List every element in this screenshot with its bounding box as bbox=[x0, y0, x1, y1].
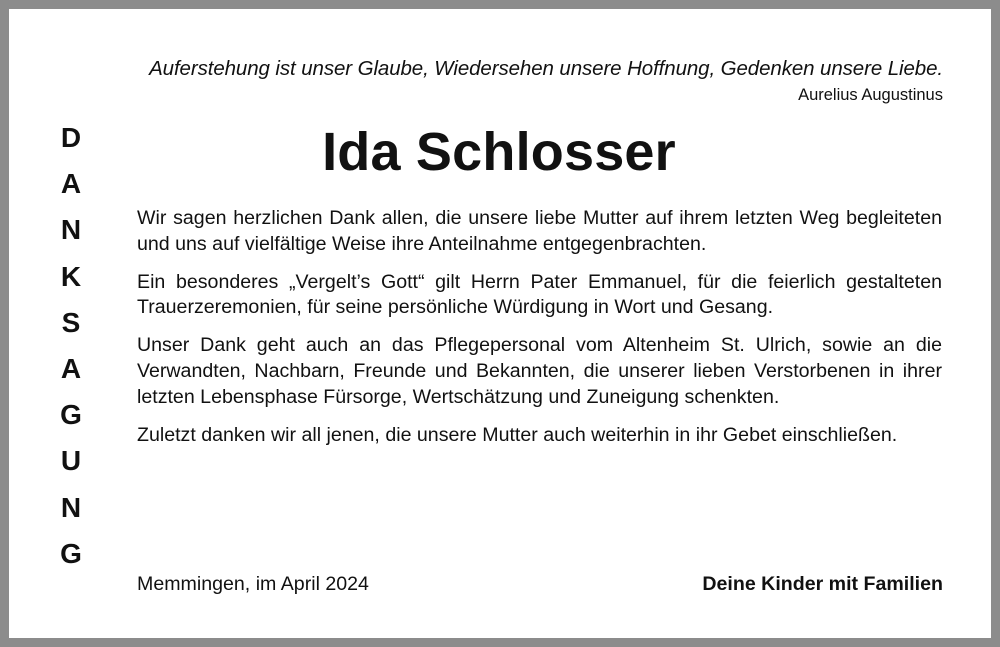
vertical-letter: K bbox=[60, 260, 82, 292]
quote-author: Aurelius Augustinus bbox=[798, 86, 943, 104]
vertical-letter: U bbox=[60, 445, 82, 477]
vertical-letter: G bbox=[60, 399, 82, 431]
vertical-title-danksagung bbox=[49, 115, 93, 577]
signature: Deine Kinder mit Familien bbox=[702, 573, 943, 595]
vertical-letter: A bbox=[60, 352, 82, 384]
place-date: Memmingen, im April 2024 bbox=[137, 573, 369, 595]
vertical-letter: D bbox=[60, 122, 82, 153]
paragraph: Unser Dank geht auch an das Pflegepersonal vom Altenheim St. Ulrich, sowie an die Verwandten, Nachbarn, Freunde und Bekannten, die unserer lieben Verstorbenen in ihrer letzten Lebensphase Fürsorge, Wertschätzung und Zuneigung schenkten. bbox=[137, 334, 942, 408]
paragraph: Zuletzt danken wir all jenen, die unsere Mutter auch weiterhin in ihr Gebet einschließen. bbox=[137, 423, 898, 446]
quote-text: Auferstehung ist unser Glaube, Wiedersehen unsere Hoffnung, Gedenken unsere Liebe. bbox=[149, 57, 943, 80]
vertical-letter: S bbox=[61, 306, 81, 338]
vertical-letter: G bbox=[60, 537, 82, 569]
vertical-letter: N bbox=[60, 491, 82, 523]
deceased-name: Ida Schlosser bbox=[322, 122, 676, 182]
vertical-letter: A bbox=[60, 168, 82, 200]
obituary-card bbox=[9, 9, 991, 638]
message-body bbox=[137, 206, 942, 460]
paragraph: Wir sagen herzlichen Dank allen, die unsere liebe Mutter auf ihrem letzten Weg begleiteten und uns auf vielfältige Weise ihre Anteilnahme entgegenbrachten. bbox=[137, 207, 942, 255]
paragraph: Ein besonderes „Vergelt’s Gott“ gilt Herrn Pater Emmanuel, für die feierlich gestalteten Trauerzeremonien, für seine persönliche Würdigung in Wort und Gesang. bbox=[137, 270, 942, 319]
vertical-letter: N bbox=[60, 214, 82, 246]
